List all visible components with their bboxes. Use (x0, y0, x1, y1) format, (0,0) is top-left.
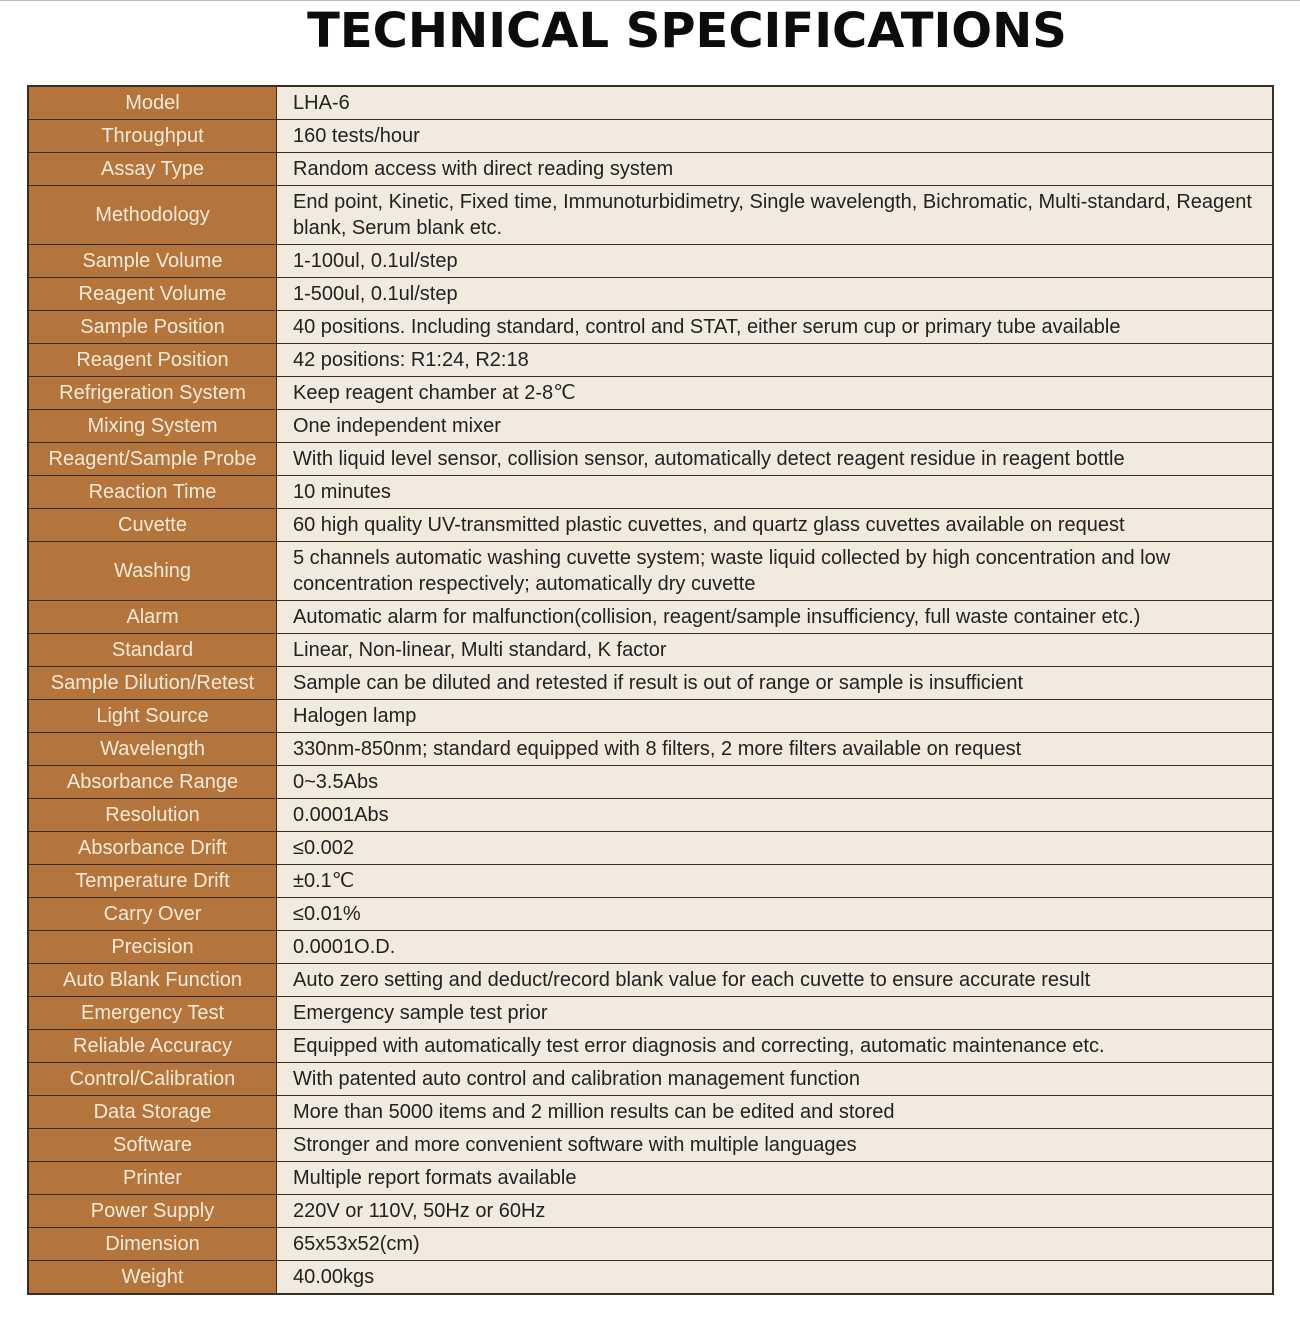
spec-table-body (28, 86, 1273, 1294)
table-row (28, 1261, 1273, 1295)
spec-label: Refrigeration System (28, 377, 277, 410)
spec-label: Weight (28, 1261, 277, 1295)
spec-value: 60 high quality UV-transmitted plastic cuvettes, and quartz glass cuvettes available on request (277, 509, 1274, 542)
table-row (28, 278, 1273, 311)
page-title: TECHNICAL SPECIFICATIONS (307, 3, 1067, 59)
table-row (28, 601, 1273, 634)
spec-value: ±0.1℃ (277, 865, 1274, 898)
table-row (28, 1096, 1273, 1129)
spec-value: Random access with direct reading system (277, 153, 1274, 186)
spec-value: LHA-6 (277, 86, 1274, 120)
table-row (28, 799, 1273, 832)
spec-label: Alarm (28, 601, 277, 634)
spec-label: Absorbance Drift (28, 832, 277, 865)
spec-value: 220V or 110V, 50Hz or 60Hz (277, 1195, 1274, 1228)
table-row (28, 311, 1273, 344)
spec-value: 160 tests/hour (277, 120, 1274, 153)
table-row (28, 443, 1273, 476)
spec-label: Carry Over (28, 898, 277, 931)
table-row (28, 1195, 1273, 1228)
spec-label: Control/Calibration (28, 1063, 277, 1096)
table-row (28, 344, 1273, 377)
spec-label: Data Storage (28, 1096, 277, 1129)
spec-value: Multiple report formats available (277, 1162, 1274, 1195)
spec-value: Auto zero setting and deduct/record blank value for each cuvette to ensure accurate result (277, 964, 1274, 997)
table-row (28, 1129, 1273, 1162)
spec-value: End point, Kinetic, Fixed time, Immunoturbidimetry, Single wavelength, Bichromatic, Multi-standard, Reagent blank, Serum blank etc. (277, 186, 1274, 245)
table-row (28, 153, 1273, 186)
table-row (28, 120, 1273, 153)
spec-value: 330nm-850nm; standard equipped with 8 filters, 2 more filters available on request (277, 733, 1274, 766)
table-row (28, 1162, 1273, 1195)
spec-label: Washing (28, 542, 277, 601)
spec-label: Assay Type (28, 153, 277, 186)
spec-label: Auto Blank Function (28, 964, 277, 997)
spec-value: 5 channels automatic washing cuvette system; waste liquid collected by high concentration and low concentration respectively; automatically dry cuvette (277, 542, 1274, 601)
spec-label: Dimension (28, 1228, 277, 1261)
spec-value: 10 minutes (277, 476, 1274, 509)
table-row (28, 410, 1273, 443)
spec-label: Software (28, 1129, 277, 1162)
table-row (28, 86, 1273, 120)
spec-label: Reaction Time (28, 476, 277, 509)
table-row (28, 964, 1273, 997)
spec-value: More than 5000 items and 2 million results can be edited and stored (277, 1096, 1274, 1129)
spec-label: Resolution (28, 799, 277, 832)
spec-label: Reagent/Sample Probe (28, 443, 277, 476)
table-row (28, 832, 1273, 865)
table-row (28, 931, 1273, 964)
spec-value: 0.0001O.D. (277, 931, 1274, 964)
spec-label: Throughput (28, 120, 277, 153)
table-row (28, 1063, 1273, 1096)
spec-value: One independent mixer (277, 410, 1274, 443)
spec-value: 40.00kgs (277, 1261, 1274, 1295)
spec-label: Light Source (28, 700, 277, 733)
spec-label: Mixing System (28, 410, 277, 443)
table-row (28, 1030, 1273, 1063)
spec-value: Halogen lamp (277, 700, 1274, 733)
spec-value: Keep reagent chamber at 2-8℃ (277, 377, 1274, 410)
table-row (28, 667, 1273, 700)
spec-value: ≤0.01% (277, 898, 1274, 931)
table-row (28, 997, 1273, 1030)
spec-label: Sample Dilution/Retest (28, 667, 277, 700)
spec-label: Standard (28, 634, 277, 667)
spec-label: Printer (28, 1162, 277, 1195)
table-row (28, 700, 1273, 733)
spec-label: Model (28, 86, 277, 120)
spec-value: 40 positions. Including standard, control and STAT, either serum cup or primary tube available (277, 311, 1274, 344)
spec-label: Methodology (28, 186, 277, 245)
spec-label: Precision (28, 931, 277, 964)
spec-value: 0.0001Abs (277, 799, 1274, 832)
spec-label: Temperature Drift (28, 865, 277, 898)
spec-value: 1-100ul, 0.1ul/step (277, 245, 1274, 278)
spec-value: ≤0.002 (277, 832, 1274, 865)
table-row (28, 377, 1273, 410)
spec-value: Automatic alarm for malfunction(collision, reagent/sample insufficiency, full waste container etc.) (277, 601, 1274, 634)
table-row (28, 1228, 1273, 1261)
spec-table (27, 85, 1274, 1295)
table-row (28, 245, 1273, 278)
table-row (28, 634, 1273, 667)
table-row (28, 766, 1273, 799)
spec-value: Equipped with automatically test error diagnosis and correcting, automatic maintenance etc. (277, 1030, 1274, 1063)
spec-value: Emergency sample test prior (277, 997, 1274, 1030)
spec-label: Wavelength (28, 733, 277, 766)
table-row (28, 898, 1273, 931)
table-row (28, 542, 1273, 601)
spec-label: Emergency Test (28, 997, 277, 1030)
table-row (28, 865, 1273, 898)
spec-label: Reagent Volume (28, 278, 277, 311)
table-row (28, 733, 1273, 766)
table-row (28, 186, 1273, 245)
table-row (28, 476, 1273, 509)
spec-label: Cuvette (28, 509, 277, 542)
spec-label: Sample Volume (28, 245, 277, 278)
spec-label: Power Supply (28, 1195, 277, 1228)
top-divider (0, 0, 1300, 1)
spec-value: With liquid level sensor, collision sensor, automatically detect reagent residue in reagent bottle (277, 443, 1274, 476)
spec-label: Reagent Position (28, 344, 277, 377)
spec-label: Reliable Accuracy (28, 1030, 277, 1063)
spec-value: 42 positions: R1:24, R2:18 (277, 344, 1274, 377)
spec-value: Sample can be diluted and retested if result is out of range or sample is insufficient (277, 667, 1274, 700)
table-row (28, 509, 1273, 542)
spec-value: With patented auto control and calibration management function (277, 1063, 1274, 1096)
spec-value: Linear, Non-linear, Multi standard, K factor (277, 634, 1274, 667)
spec-value: 65x53x52(cm) (277, 1228, 1274, 1261)
spec-label: Sample Position (28, 311, 277, 344)
spec-label: Absorbance Range (28, 766, 277, 799)
spec-value: 1-500ul, 0.1ul/step (277, 278, 1274, 311)
spec-value: Stronger and more convenient software with multiple languages (277, 1129, 1274, 1162)
spec-value: 0~3.5Abs (277, 766, 1274, 799)
